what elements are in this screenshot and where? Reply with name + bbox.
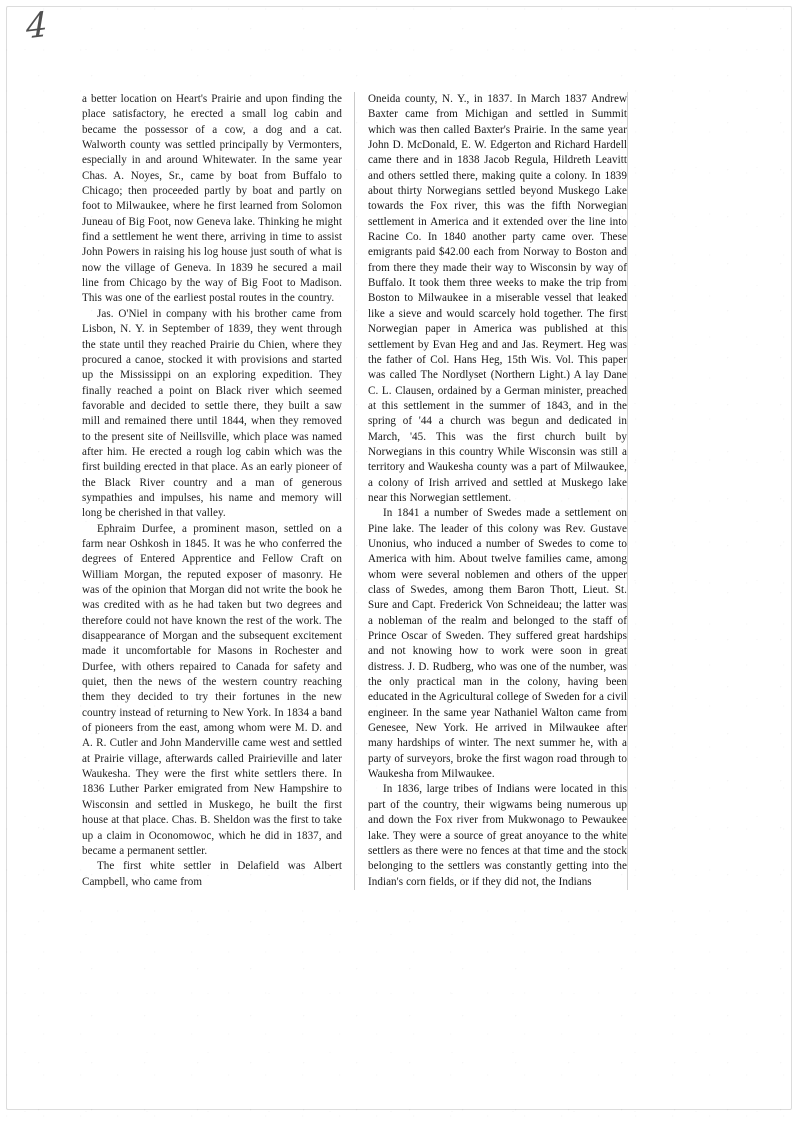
paragraph: Oneida county, N. Y., in 1837. In March 1837 Andrew Baxter came from Michigan and settled in Summit which was then called Baxter's Prairie. In the same year John D. McDonald, E. W. Edgerton and Richard Hardell came there and in 1838 Jacob Regula, Hildreth Leavitt and others settled there, making quite a colony. In 1839 about thirty Norwegians settled beyond Muskego Lake towards the Fox river, this was the fifth Norwegian settlement in America and it extended over the line into Racine Co. In 1840 another party came over. These emigrants paid $42.00 each from Norway to Boston and from there they made their way to Wisconsin by way of Buffalo. It took them three weeks to make the trip from Boston to Milwaukee in a miserable vessel that leaked like a sieve and would scarcely hold together. The first Norwegian paper in America was published at this settlement by Evan Heg and and Jas. Reymert. Heg was the father of Col. Hans Heg, 15th Wis. Vol. This paper was called The Nordlyset (Northern Light.) A lay Dane C. L. Clausen, ordained by a German minister, preached at this settlement in the summer of 1843, and in the spring of '44 a church was begun and dedicated in March, '45. This was the first church built by Norwegians in this country While Wisconsin was still a territory and Waukesha county was a part of Milwaukee, a colony of Irish arrived and settled at Muskego lake near this Norwegian settlement.: [368, 93, 627, 504]
newspaper-clipping: [82, 92, 648, 1064]
text-column-right: [355, 92, 628, 890]
handwritten-page-number: 4: [25, 4, 48, 48]
paragraph: a better location on Heart's Prairie and upon finding the place satisfactory, he erected a small log cabin and became the possessor of a cow, a dog and a cat. Walworth county was settled principally by Vermonters, especially in and around Whitewater. In the same year Chas. A. Noyes, Sr., came by boat from Buffalo to Chicago; then proceeded partly by boat and partly on foot to Milwaukee, where he first learned from Solomon Juneau of Big Foot, now Geneva lake. Thinking he might find a settlement he went there, arriving in time to assist John Powers in raising his log house just south of what is now the village of Geneva. In 1839 he secured a mail line from Chicago by the way of Big Foot to Madison. This was one of the earliest postal routes in the country.: [82, 93, 342, 305]
paragraph: In 1836, large tribes of Indians were located in this part of the country, their wigwams being numerous up and down the Fox river from Mukwonago to Pewaukee lake. They were a source of great anoyance to the white settlers as there were no fences at that time and the stock belonging to the settlers was constantly getting into the Indian's corn fields, or if they did not, the Indians: [368, 783, 627, 888]
paragraph: Ephraim Durfee, a prominent mason, settled on a farm near Oshkosh in 1845. It was he who conferred the degrees of Entered Apprentice and Fellow Craft on William Morgan, the reputed exposer of masonry. He was of the opinion that Morgan did not write the book he was credited with as he had taken but two degrees and therefore could not have known the rest of the work. The disappearance of Morgan and the subsequent excitement made it uncomfortable for Masons in Rochester and Durfee, with others repaired to Canada for safety and quiet, then the news of the western country reaching them they decided to try their fortunes in the new country instead of returning to New York. In 1834 a band of pioneers from the east, among whom were M. D. and A. R. Cutler and John Manderville came west and settled at Prairie village, afterwards called Prairieville and later Waukesha. They were the first white settlers there. In 1836 Luther Parker emigrated from New Hampshire to Wisconsin and settled in Muskego, he built the first house at that place. Chas. B. Sheldon was the first to take up a claim in Oconomowoc, which he did in 1837, and became a permanent settler.: [82, 522, 342, 857]
paragraph: The first white settler in Delafield was Albert Campbell, who came from: [82, 860, 342, 888]
paragraph: Jas. O'Niel in company with his brother came from Lisbon, N. Y. in September of 1839, they went through the state until they reached Prairie du Chien, where they procured a canoe, stocked it with provisions and started up the Mississippi on an exploring expedition. They finally reached a point on Black river which seemed favorable and decided to settle there, they built a saw mill and remained there until 1844, when they removed to the present site of Neillsville, which place was named after him. He erected a rough log cabin which was the first building erected in that place. As an early pioneer of the Black River country and a man of generous sympathies and impulses, his name and memory will long be cherished in that valley.: [82, 307, 342, 520]
two-column-layout: [82, 92, 648, 1064]
text-column-left: [82, 92, 355, 890]
paragraph: In 1841 a number of Swedes made a settlement on Pine lake. The leader of this colony was Rev. Gustave Unonius, who induced a number of Swedes to come to America with him. About twelve families came, among whom were several noblemen and others of the upper class of Swedes, among them Baron Thott, Lieut. St. Sure and Capt. Frederick Von Schneideau; the latter was a nobleman of the realm and belonged to the staff of Prince Oscar of Sweden. They suffered great hardships and not knowing how to work were soon in great distress. J. D. Rudberg, who was one of the number, was the only practical man in the colony, having been educated in the Agricultural college of Sweden for a civil engineer. In the same year Nathaniel Walton came from Genesee, New York. He arrived in Milwaukee after many hardships of winter. The next summer he, with a party of surveyors, broke the first wagon road through to Waukesha from Milwaukee.: [368, 507, 627, 781]
